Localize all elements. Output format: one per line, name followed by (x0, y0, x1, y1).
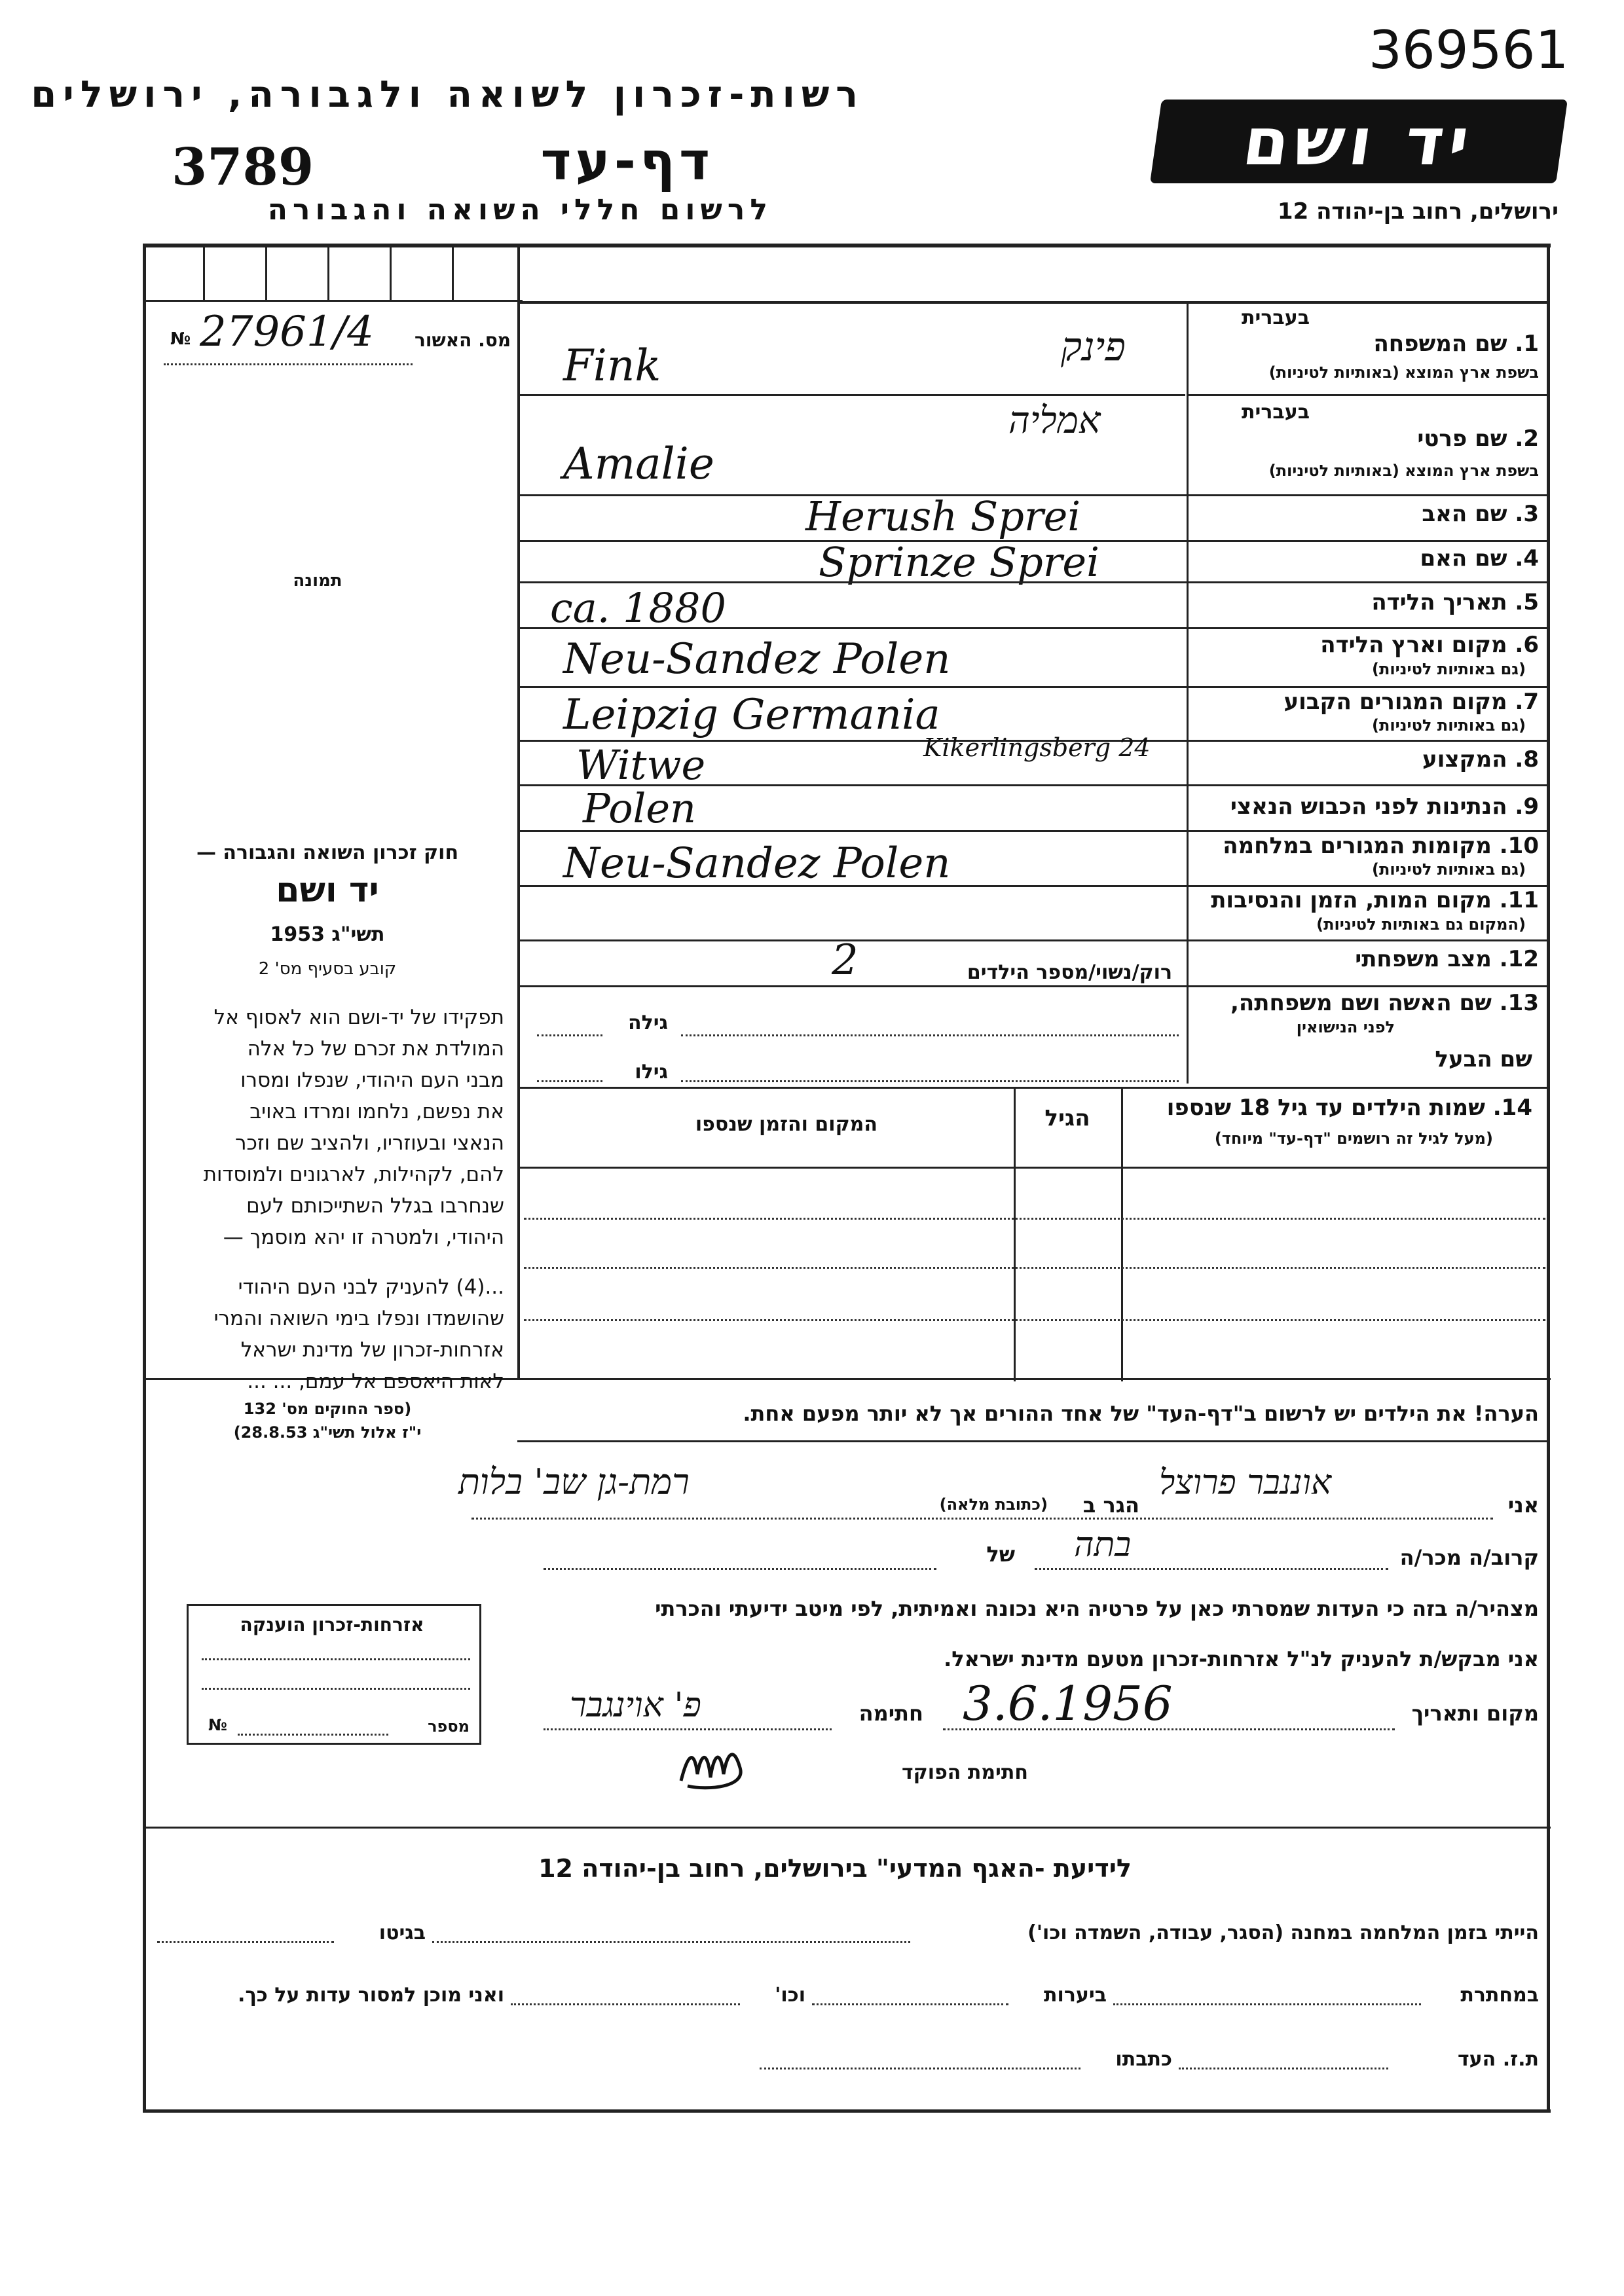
col-place-header: המקום והזמן שנספו (695, 1113, 877, 1136)
citizenship-box: אזרחות-זכרון הוענקה מספר № (187, 1604, 481, 1745)
field-7-value: Leipzig Germania (563, 691, 940, 739)
field-2-label: 2. שם פרטי (1417, 426, 1539, 452)
law-year: תשי"ג 1953 (270, 923, 385, 946)
field-5-label: 5. תאריך הלידה (1371, 589, 1539, 615)
field-12-value: 2 (832, 936, 858, 985)
field-2-value: Amalie (563, 439, 714, 489)
form-title: דף-עד (540, 131, 714, 192)
address: ירושלים, רחוב בן-יהודה 12 (1277, 198, 1559, 225)
field-4-label: 4. שם האם (1420, 545, 1539, 572)
law-text: תפקידו של יד-ושם הוא לאסוף אל המולדת את זכרם של כל אלה מבני העם היהודי, שנפלו ומסרו את נפשם, נלחמו ומרדו באויב הנאצי ובעוזריו, ולהציב שם וזכר להם, לקהילות, לארגונים ולמוסדות שנחרבו בגלל השתייכותם לעם היהודי, ולמטרה זו יהא מוסמך — ...(4) להעניק לבני העם היהודי שהושמדו ונפלו בימי השואה והמרי אזרחות-זכרון של מדינת ישראל לאות היאספם אל עמם, ... ... (ספר החוקים מס' 132 י"ז אלול תשי"ג 28.8.53) (203, 1006, 504, 1442)
law-clause: קובע בסעיף מס' 2 (258, 959, 397, 979)
field-8-label: 8. המקצוע (1422, 746, 1539, 773)
col-age-header: הגיל (1044, 1105, 1090, 1131)
witness-address: רמת-גן שב' בלות (458, 1461, 690, 1503)
field-1-value: Fink (563, 340, 661, 391)
field-6-value: Neu-Sandez Polen (563, 635, 951, 683)
declaration-date: 3.6.1956 (963, 1676, 1173, 1731)
institution-title: רשות-זכרון לשואה ולגבורה, ירושלים (31, 73, 864, 116)
field-10-label: 10. מקומות המגורים במלחמה (1223, 833, 1539, 859)
field-5-value: ca. 1880 (550, 584, 726, 632)
field-2-hebrew: אמליה (1008, 399, 1101, 442)
field-3-label: 3. שם האב (1422, 501, 1539, 527)
officer-signature (668, 1728, 773, 1800)
field-13-label: 13. שם האשה ושם משפחתה, (1230, 990, 1539, 1016)
field-4-value: Sprinze Sprei (819, 538, 1099, 586)
field-6-label: 6. מקום וארץ הלידה (1320, 632, 1539, 658)
statement-2: אני מבקש/ת להעניק לנ"ל אזרחות-זכרון מטעם מדינת ישראל. (944, 1647, 1539, 1671)
law-name: יד ושם (276, 871, 379, 910)
witness-signature: פ' אוינגבר (570, 1686, 701, 1725)
bottom-title: לידיעת -האגף המדעי" בירושלים, רחוב בן-יהודה 12 (538, 1854, 1132, 1883)
field-12-options: רוק/נשוי/מספר הילדים (967, 961, 1172, 984)
field-9-value: Polen (583, 784, 696, 832)
field-14-label: 14. שמות הילדים עד גיל 18 שנספו (1166, 1095, 1532, 1121)
yad-vashem-logo: יד ושם (1150, 100, 1568, 183)
field-1-label: 1. שם המשפחה (1373, 331, 1539, 357)
relation-value: בתה (1074, 1525, 1132, 1565)
statement-1: מצהיר/ה בזה כי העדות שמסרתי כאן על פרטיה היא נכונה ואמיתית, לפי מיטב ידיעתי והכרתי (655, 1596, 1539, 1621)
field-9-label: 9. הנתינות לפני הכבוש הנאצי (1230, 793, 1539, 820)
law-title: חוק זכרון השואה והגבורה — (196, 841, 459, 864)
field-10-value: Neu-Sandez Polen (563, 839, 951, 888)
note-text: הערה! את הילדים יש לרשום ב"דף-העד" של אחד ההורים אך לא יותר מפעם אחת. (743, 1401, 1539, 1426)
stamp-number: 3789 (172, 137, 314, 197)
approval-row: № 27961/4 מס. האשור (170, 308, 511, 356)
photo-label: תמונה (293, 571, 342, 591)
field-12-label: 12. מצב משפחתי (1355, 946, 1539, 972)
handwritten-id: 369561 (1369, 20, 1569, 81)
field-11-label: 11. מקום המות, הזמן והנסיבות (1211, 887, 1539, 913)
field-1-hebrew: פינק (1061, 324, 1126, 370)
field-8-value: Witwe (576, 741, 706, 789)
approval-number: 27961/4 (200, 308, 374, 356)
witness-name: אוננבר פרוצל (1159, 1463, 1332, 1503)
field-7-label: 7. מקום המגורים הקבוע (1283, 689, 1539, 715)
form-subtitle: לרשום חללי השואה והגבורה (267, 193, 773, 227)
field-7-value2: Kikerlingsberg 24 (923, 733, 1151, 762)
field-3-value: Herush Sprei (805, 492, 1081, 540)
